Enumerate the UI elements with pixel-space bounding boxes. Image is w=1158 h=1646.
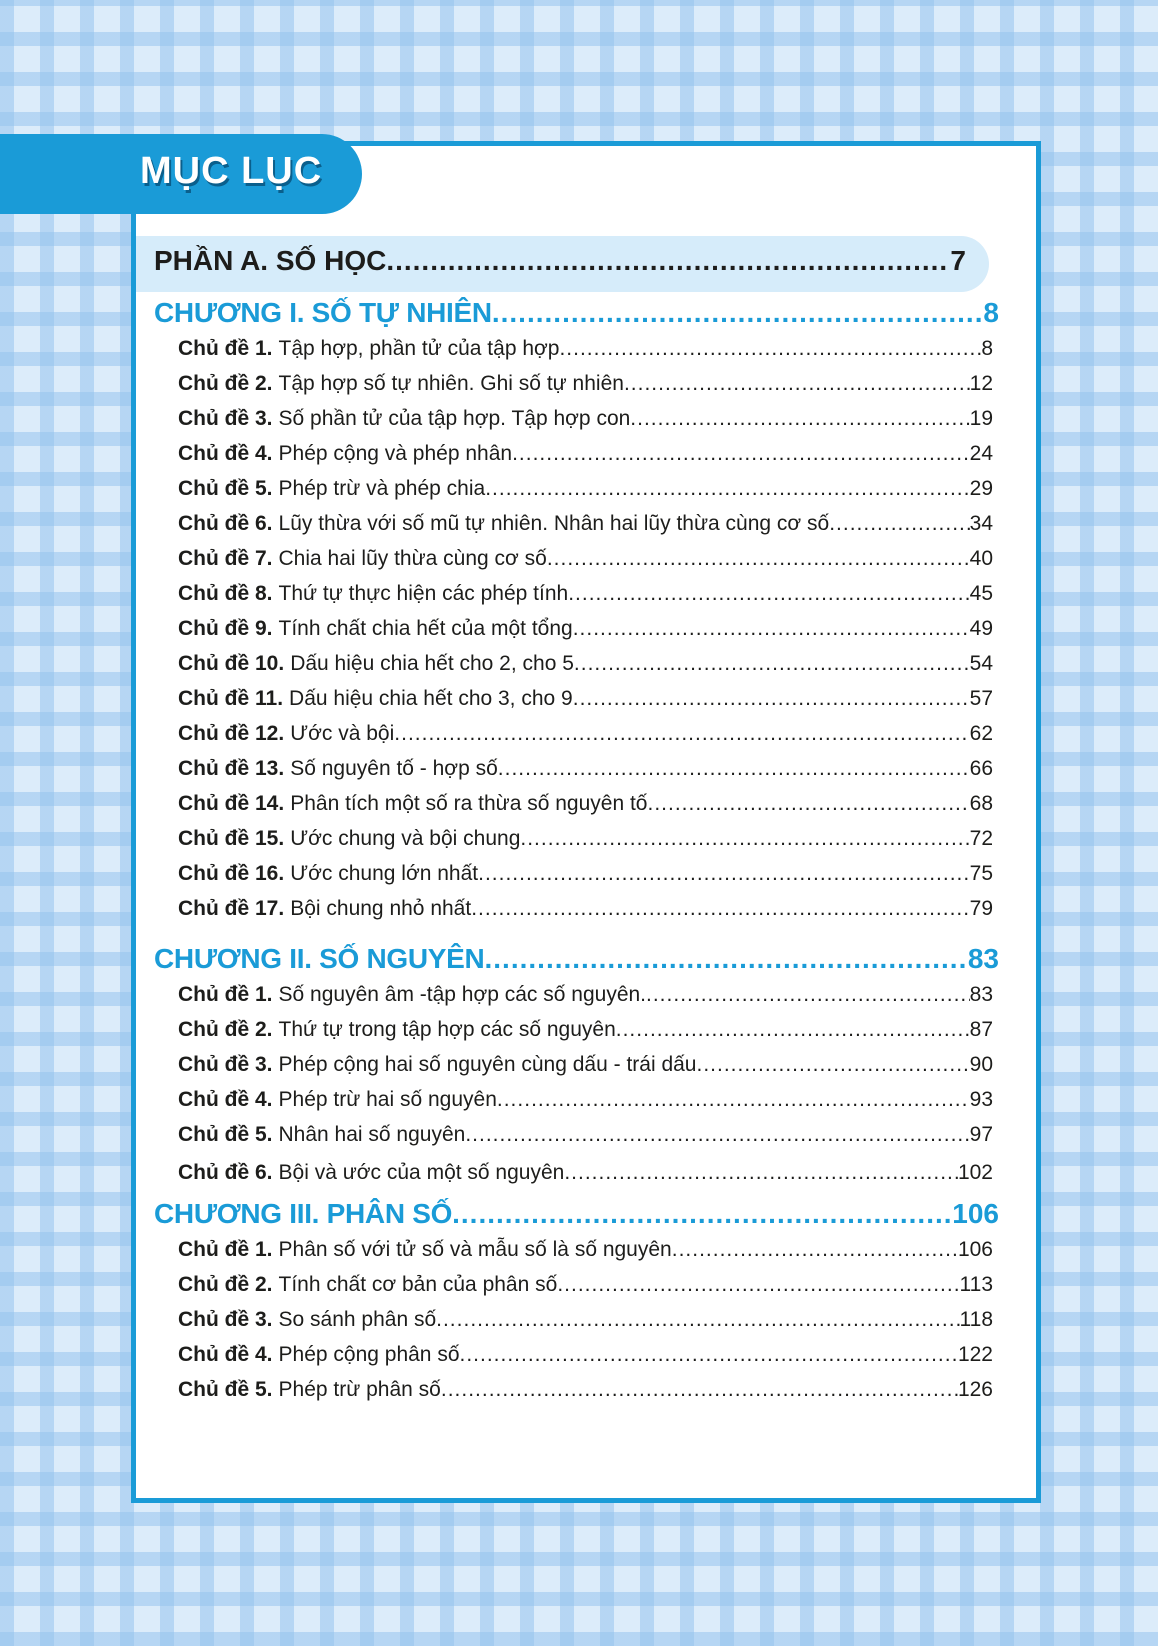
leader-dots xyxy=(520,827,969,851)
topic-entry[interactable] xyxy=(178,1053,993,1077)
topic-title: Nhân hai số nguyên xyxy=(278,1123,466,1146)
topic-label xyxy=(178,1273,557,1297)
topic-page: 66 xyxy=(969,757,993,780)
topic-entry[interactable] xyxy=(178,1238,993,1262)
leader-dots xyxy=(460,1343,958,1367)
topic-number: Chủ đề 1. xyxy=(178,1238,273,1261)
topic-page: 24 xyxy=(969,442,993,465)
topic-number: Chủ đề 12. xyxy=(178,722,285,745)
topic-label xyxy=(178,1161,564,1185)
topic-page: 34 xyxy=(969,512,993,535)
topic-title: Phép cộng hai số nguyên cùng dấu - trái dấu xyxy=(278,1053,697,1076)
topic-entry[interactable] xyxy=(178,983,993,1007)
topic-title: Ước chung lớn nhất xyxy=(290,862,479,885)
topic-title: Tập hợp số tự nhiên. Ghi số tự nhiên xyxy=(278,372,624,395)
topic-number: Chủ đề 2. xyxy=(178,372,273,395)
topic-number: Chủ đề 2. xyxy=(178,1018,273,1041)
leader-dots xyxy=(492,297,984,329)
chapter-label: CHƯƠNG III. PHÂN SỐ xyxy=(154,1198,453,1229)
chapter-page: 83 xyxy=(967,943,999,974)
topic-number: Chủ đề 3. xyxy=(178,1308,273,1331)
leader-dots xyxy=(829,512,969,536)
topic-page: 75 xyxy=(969,862,993,885)
topic-number: Chủ đề 1. xyxy=(178,337,273,360)
topic-label xyxy=(178,1018,616,1042)
topic-label xyxy=(178,1053,697,1077)
topic-label xyxy=(178,1088,497,1112)
topic-page: 12 xyxy=(969,372,993,395)
topic-label xyxy=(178,442,512,466)
topic-title: Chia hai lũy thừa cùng cơ số xyxy=(278,547,547,570)
topic-entry[interactable] xyxy=(178,792,993,816)
leader-dots xyxy=(616,1018,970,1042)
leader-dots xyxy=(573,617,970,641)
topic-label xyxy=(178,582,568,606)
leader-dots xyxy=(672,1238,958,1262)
topic-number: Chủ đề 9. xyxy=(178,617,273,640)
topic-title: Phép cộng và phép nhân xyxy=(278,442,513,465)
leader-dots xyxy=(394,722,969,746)
leader-dots xyxy=(498,757,970,781)
topic-entry[interactable] xyxy=(178,337,993,361)
topic-entry[interactable] xyxy=(178,1123,993,1147)
topic-entry[interactable] xyxy=(178,722,993,746)
topic-number: Chủ đề 13. xyxy=(178,757,285,780)
topic-page: 90 xyxy=(969,1053,993,1076)
leader-dots xyxy=(484,943,967,975)
topic-label xyxy=(178,512,829,536)
topic-entry[interactable] xyxy=(178,617,993,641)
topic-page: 29 xyxy=(969,477,993,500)
topic-label xyxy=(178,652,574,676)
topic-label xyxy=(178,827,520,851)
topic-number: Chủ đề 5. xyxy=(178,477,273,500)
leader-dots xyxy=(559,337,981,361)
topic-title: Thứ tự trong tập hợp các số nguyên xyxy=(278,1018,616,1041)
topic-number: Chủ đề 4. xyxy=(178,1088,273,1111)
topic-entry[interactable] xyxy=(178,1088,993,1112)
leader-dots xyxy=(647,792,969,816)
leader-dots xyxy=(465,1123,969,1147)
leader-dots xyxy=(624,372,970,396)
topic-page: 49 xyxy=(969,617,993,640)
topic-entry[interactable] xyxy=(178,582,993,606)
topic-entry[interactable] xyxy=(178,1273,993,1297)
topic-entry[interactable] xyxy=(178,827,993,851)
topic-page: 54 xyxy=(969,652,993,675)
topic-label xyxy=(178,547,547,571)
topic-entry[interactable] xyxy=(178,477,993,501)
topic-title: Bội và ước của một số nguyên xyxy=(278,1161,565,1184)
topic-page: 62 xyxy=(969,722,993,745)
topic-entry[interactable] xyxy=(178,687,993,711)
topic-entry[interactable] xyxy=(178,1161,993,1185)
topic-entry[interactable] xyxy=(178,407,993,431)
topic-title: Phép trừ hai số nguyên xyxy=(278,1088,497,1111)
topic-title: Phân số với tử số và mẫu số là số nguyên xyxy=(278,1238,672,1261)
topic-number: Chủ đề 7. xyxy=(178,547,273,570)
topic-title: Bội chung nhỏ nhất xyxy=(290,897,472,920)
topic-page: 122 xyxy=(957,1343,993,1366)
topic-title: Ước và bội xyxy=(290,722,395,745)
topic-number: Chủ đề 15. xyxy=(178,827,285,850)
page-title: MỤC LỤC xyxy=(140,150,323,192)
leader-dots xyxy=(471,897,969,921)
topic-page: 72 xyxy=(969,827,993,850)
leader-dots xyxy=(547,547,970,571)
leader-dots xyxy=(697,1053,970,1077)
topic-number: Chủ đề 3. xyxy=(178,1053,273,1076)
topic-label xyxy=(178,1308,436,1332)
topic-number: Chủ đề 16. xyxy=(178,862,285,885)
chapter-page: 106 xyxy=(952,1198,999,1229)
topic-number: Chủ đề 14. xyxy=(178,792,285,815)
topic-title: Lũy thừa với số mũ tự nhiên. Nhân hai lũy thừa cùng cơ số xyxy=(278,512,830,535)
topic-page: 126 xyxy=(957,1378,993,1401)
topic-number: Chủ đề 6. xyxy=(178,512,273,535)
leader-dots xyxy=(574,652,970,676)
topic-label xyxy=(178,687,573,711)
topic-title: Phép trừ phân số xyxy=(278,1378,441,1401)
topic-title: Phép trừ và phép chia xyxy=(278,477,486,500)
topic-title: Số nguyên tố - hợp số xyxy=(290,757,498,780)
topic-label xyxy=(178,372,624,396)
chapter-label: CHƯƠNG I. SỐ TỰ NHIÊN xyxy=(154,297,492,328)
topic-page: 102 xyxy=(957,1161,993,1184)
leader-dots xyxy=(573,687,970,711)
topic-page: 87 xyxy=(969,1018,993,1041)
leader-dots xyxy=(568,582,969,606)
topic-label xyxy=(178,722,394,746)
topic-label xyxy=(178,1378,441,1402)
topic-entry[interactable] xyxy=(178,442,993,466)
topic-label xyxy=(178,477,485,501)
topic-number: Chủ đề 3. xyxy=(178,407,273,430)
topic-number: Chủ đề 1. xyxy=(178,983,273,1006)
topic-title: Dấu hiệu chia hết cho 3, cho 9 xyxy=(289,687,573,710)
topic-entry[interactable] xyxy=(178,1308,993,1332)
topic-entry[interactable] xyxy=(178,547,993,571)
part-page: 7 xyxy=(950,245,966,276)
topic-title: Tính chất cơ bản của phân số xyxy=(278,1273,558,1296)
part-label: PHẦN A. SỐ HỌC xyxy=(154,245,387,276)
topic-page: 83 xyxy=(969,983,993,1006)
topic-number: Chủ đề 2. xyxy=(178,1273,273,1296)
topic-page: 113 xyxy=(959,1273,993,1296)
topic-title: Phép cộng phân số xyxy=(278,1343,460,1366)
topic-label xyxy=(178,757,498,781)
topic-page: 19 xyxy=(969,407,993,430)
topic-title: Tính chất chia hết của một tổng xyxy=(278,617,573,640)
chapter-label: CHƯƠNG II. SỐ NGUYÊN xyxy=(154,943,485,974)
topic-page: 8 xyxy=(981,337,993,360)
topic-number: Chủ đề 4. xyxy=(178,1343,273,1366)
part-entry[interactable] xyxy=(154,245,966,283)
topic-title: So sánh phân số xyxy=(278,1308,437,1331)
topic-entry[interactable] xyxy=(178,862,993,886)
topic-entry[interactable] xyxy=(178,652,993,676)
topic-label xyxy=(178,407,630,431)
leader-dots xyxy=(646,983,970,1007)
leader-dots xyxy=(478,862,970,886)
topic-label xyxy=(178,617,573,641)
topic-label xyxy=(178,983,646,1007)
topic-title: Số phần tử của tập hợp. Tập hợp con xyxy=(278,407,631,430)
topic-number: Chủ đề 10. xyxy=(178,652,285,675)
topic-label xyxy=(178,337,559,361)
topic-page: 93 xyxy=(969,1088,993,1111)
leader-dots xyxy=(452,1198,952,1230)
topic-page: 118 xyxy=(959,1308,993,1331)
topic-page: 79 xyxy=(969,897,993,920)
chapter-entry[interactable] xyxy=(154,943,999,975)
leader-dots xyxy=(485,477,969,501)
topic-entry[interactable] xyxy=(178,372,993,396)
topic-page: 68 xyxy=(969,792,993,815)
topic-page: 57 xyxy=(969,687,993,710)
topic-label xyxy=(178,1238,672,1262)
chapter-entry[interactable] xyxy=(154,297,999,329)
leader-dots xyxy=(436,1308,959,1332)
topic-entry[interactable] xyxy=(178,1018,993,1042)
topic-number: Chủ đề 6. xyxy=(178,1161,273,1184)
topic-label xyxy=(178,1343,460,1367)
leader-dots xyxy=(557,1273,959,1297)
topic-label xyxy=(178,792,647,816)
topic-title: Số nguyên âm -tập hợp các số nguyên. xyxy=(278,983,647,1006)
leader-dots xyxy=(497,1088,970,1112)
topic-number: Chủ đề 5. xyxy=(178,1123,273,1146)
topic-title: Ước chung và bội chung xyxy=(290,827,521,850)
chapter-entry[interactable] xyxy=(154,1198,999,1230)
leader-dots xyxy=(564,1161,958,1185)
topic-label xyxy=(178,1123,465,1147)
topic-entry[interactable] xyxy=(178,1343,993,1367)
chapter-page: 8 xyxy=(983,297,999,328)
topic-label xyxy=(178,862,478,886)
topic-page: 97 xyxy=(969,1123,993,1146)
leader-dots xyxy=(512,442,970,466)
leader-dots xyxy=(630,407,969,431)
topic-number: Chủ đề 17. xyxy=(178,897,285,920)
topic-page: 45 xyxy=(969,582,993,605)
topic-page: 40 xyxy=(969,547,993,570)
leader-dots xyxy=(386,245,950,277)
topic-number: Chủ đề 4. xyxy=(178,442,273,465)
topic-number: Chủ đề 8. xyxy=(178,582,273,605)
topic-entry[interactable] xyxy=(178,897,993,921)
topic-label xyxy=(178,897,471,921)
topic-entry[interactable] xyxy=(178,1378,993,1402)
topic-page: 106 xyxy=(957,1238,993,1261)
topic-title: Dấu hiệu chia hết cho 2, cho 5 xyxy=(290,652,574,675)
topic-number: Chủ đề 5. xyxy=(178,1378,273,1401)
topic-title: Thứ tự thực hiện các phép tính xyxy=(278,582,569,605)
topic-entry[interactable] xyxy=(178,757,993,781)
topic-title: Tập hợp, phần tử của tập hợp xyxy=(278,337,560,360)
topic-entry[interactable] xyxy=(178,512,993,536)
topic-title: Phân tích một số ra thừa số nguyên tố xyxy=(290,792,648,815)
topic-number: Chủ đề 11. xyxy=(178,687,284,710)
leader-dots xyxy=(441,1378,958,1402)
